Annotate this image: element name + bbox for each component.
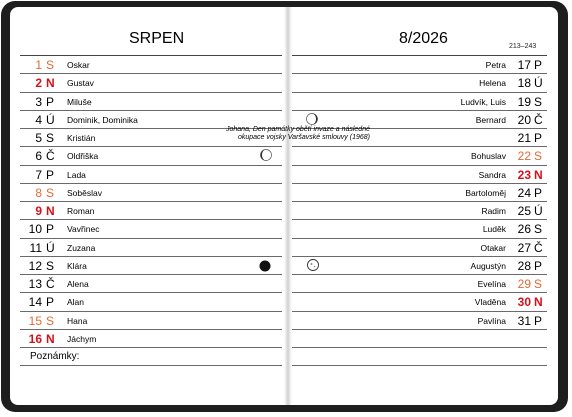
name-day: Pavlína <box>477 316 506 326</box>
weekday-letter: S <box>46 314 55 328</box>
day-number: 3 <box>35 95 42 109</box>
day-row[interactable] <box>16 238 286 256</box>
name-day: Bohuslav <box>471 151 506 161</box>
day-number: 29 <box>517 277 531 291</box>
day-row[interactable] <box>16 329 286 347</box>
day-number: 12 <box>28 259 42 273</box>
day-number: 20 <box>517 113 531 127</box>
weekday-letter: S <box>534 95 543 109</box>
day-of-year-range: 213–243 <box>509 43 537 50</box>
day-21-note-line1: Johana, Den památky obětí invaze a následné <box>226 126 370 133</box>
day-number: 27 <box>517 241 531 255</box>
weekday-letter: Ú <box>534 204 543 218</box>
weekday-letter: N <box>534 295 543 309</box>
weekday-letter: Č <box>46 277 55 291</box>
day-row[interactable] <box>292 256 550 274</box>
name-day: Helena <box>479 78 506 88</box>
name-day: Vavřinec <box>67 224 100 234</box>
name-day: Bernard <box>475 115 506 125</box>
weekday-letter: S <box>534 277 543 291</box>
weekday-letter: N <box>46 76 55 90</box>
last-quarter-moon-icon <box>305 112 319 126</box>
day-number: 8 <box>35 186 42 200</box>
day-number: 26 <box>517 222 531 236</box>
name-day: Ludvík, Luis <box>460 97 506 107</box>
name-day: Oldřiška <box>67 151 99 161</box>
day-row[interactable] <box>16 165 286 183</box>
weekday-letter: Ú <box>534 76 543 90</box>
day-number: 16 <box>28 332 42 346</box>
name-day: Dominik, Dominika <box>67 115 138 125</box>
name-day: Sandra <box>478 170 506 180</box>
name-day: Augustýn <box>470 261 506 271</box>
weekday-letter: Č <box>534 113 543 127</box>
name-day: Otakar <box>480 243 506 253</box>
weekday-letter: S <box>46 186 55 200</box>
weekday-letter: N <box>46 204 55 218</box>
day-number: 24 <box>517 186 531 200</box>
day-row[interactable] <box>16 311 286 329</box>
weekday-letter: Ú <box>46 241 55 255</box>
weekday-letter: S <box>46 259 55 273</box>
name-day: Soběslav <box>67 188 102 198</box>
day-row[interactable] <box>292 183 550 201</box>
day-number: 7 <box>35 168 42 182</box>
name-day: Petra <box>485 60 506 70</box>
month-title: SRPEN <box>129 30 185 47</box>
weekday-letter: N <box>534 168 543 182</box>
day-row[interactable] <box>292 146 550 164</box>
day-number: 4 <box>35 113 42 127</box>
weekday-letter: Č <box>46 149 55 163</box>
name-day: Gustav <box>67 78 94 88</box>
name-day: Luděk <box>482 224 506 234</box>
day-row[interactable] <box>16 92 286 110</box>
new-moon-icon <box>258 259 272 273</box>
full-moon-icon <box>306 258 320 272</box>
day-row[interactable] <box>292 292 550 310</box>
weekday-letter: S <box>534 222 543 236</box>
name-day: Alena <box>67 279 89 289</box>
day-row[interactable] <box>292 311 550 329</box>
day-row[interactable] <box>16 274 286 292</box>
weekday-letter: P <box>534 314 543 328</box>
day-number: 18 <box>517 76 531 90</box>
notes-label: Poznámky: <box>30 351 80 362</box>
rule-line <box>292 329 547 330</box>
day-row[interactable] <box>16 256 286 274</box>
day-number: 14 <box>28 295 42 309</box>
day-row[interactable] <box>292 73 550 91</box>
day-row[interactable] <box>16 146 286 164</box>
name-day: Miluše <box>67 97 92 107</box>
day-number: 22 <box>517 149 531 163</box>
day-row[interactable] <box>16 292 286 310</box>
day-number: 31 <box>517 314 531 328</box>
name-day: Evelína <box>477 279 506 289</box>
day-number: 11 <box>29 241 42 255</box>
day-number: 5 <box>35 131 42 145</box>
weekday-letter: P <box>534 58 543 72</box>
name-day: Kristián <box>67 133 96 143</box>
day-row[interactable] <box>292 274 550 292</box>
name-day: Klára <box>67 261 87 271</box>
name-day: Lada <box>67 170 86 180</box>
day-row[interactable] <box>16 219 286 237</box>
weekday-letter: P <box>46 168 55 182</box>
day-number: 17 <box>517 58 531 72</box>
weekday-letter: P <box>46 95 55 109</box>
day-number: 23 <box>517 168 531 182</box>
day-row[interactable] <box>292 238 550 256</box>
day-row[interactable] <box>292 219 550 237</box>
day-row[interactable] <box>292 201 550 219</box>
day-row[interactable] <box>16 55 286 73</box>
weekday-letter: Č <box>534 241 543 255</box>
weekday-letter: N <box>46 332 55 346</box>
day-number: 9 <box>35 204 42 218</box>
day-number: 19 <box>517 95 531 109</box>
day-number: 6 <box>35 149 42 163</box>
weekday-letter: P <box>534 186 543 200</box>
weekday-letter: S <box>534 149 543 163</box>
weekday-letter: P <box>46 222 55 236</box>
name-day: Zuzana <box>67 243 96 253</box>
name-day: Hana <box>67 316 88 326</box>
day-number: 13 <box>28 277 42 291</box>
weekday-letter: S <box>46 58 55 72</box>
day-21-note-line2: okupace vojsky Varšavské smlouvy (1968) <box>237 134 370 141</box>
day-number: 1 <box>35 58 42 72</box>
name-day: Radim <box>481 206 506 216</box>
day-row[interactable] <box>16 183 286 201</box>
weekday-letter: P <box>534 259 543 273</box>
day-row[interactable] <box>292 165 550 183</box>
name-day: Bartoloměj <box>465 188 506 198</box>
day-number: 21 <box>517 131 531 145</box>
day-row[interactable] <box>16 73 286 91</box>
notes-area[interactable] <box>20 348 548 400</box>
day-number: 28 <box>517 259 531 273</box>
name-day: Alan <box>67 297 85 307</box>
day-21-note <box>168 126 370 142</box>
weekday-letter: Ú <box>46 113 55 127</box>
name-day: Roman <box>67 206 95 216</box>
first-quarter-moon-icon <box>259 148 273 162</box>
day-row[interactable] <box>16 201 286 219</box>
weekday-letter: P <box>46 295 55 309</box>
name-day: Vladěna <box>474 297 506 307</box>
month-year: 8/2026 <box>399 30 448 47</box>
day-number: 30 <box>517 295 531 309</box>
day-number: 2 <box>35 76 42 90</box>
day-number: 10 <box>28 222 42 236</box>
name-day: Oskar <box>67 60 90 70</box>
day-row[interactable] <box>292 92 550 110</box>
day-row[interactable] <box>292 55 550 73</box>
day-number: 15 <box>28 314 42 328</box>
day-number: 25 <box>517 204 531 218</box>
weekday-letter: P <box>534 131 543 145</box>
name-day: Jáchym <box>67 334 97 344</box>
weekday-letter: S <box>46 131 55 145</box>
